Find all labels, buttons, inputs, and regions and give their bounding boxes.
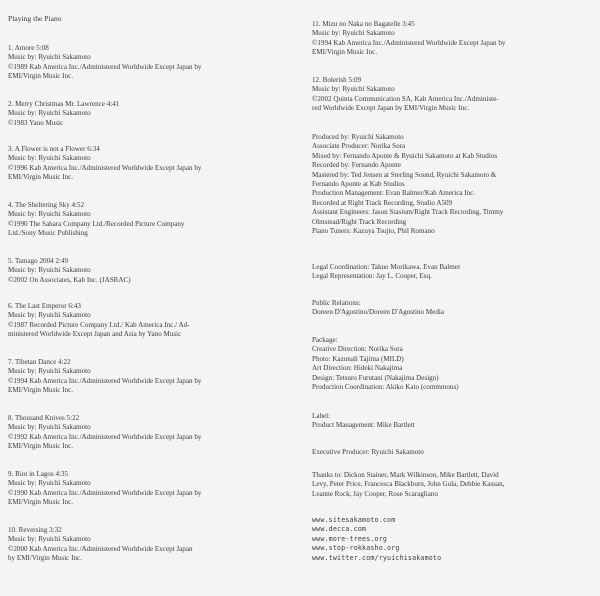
- credit-line: Production Coordination: Akiko Kato (commmons): [312, 383, 459, 392]
- track-entry: [8, 100, 293, 128]
- credit-line: Photo: Kazunali Tajima (MILD): [312, 354, 404, 363]
- track-title: 10. Reversing 3:32: [8, 526, 62, 534]
- legal-credits: [312, 263, 594, 282]
- credit-line: Associate Producer: Norika Sora: [312, 142, 406, 151]
- track-music-credit: Music by: Ryuichi Sakamoto: [8, 479, 91, 488]
- track-music-credit: Music by: Ryuichi Sakamoto: [8, 154, 91, 163]
- thanks-line: Levy, Peter Price, Francesca Blackburn, John Gula, Debbie Kassan,: [312, 480, 505, 489]
- track-copyright-line: ©1994 Kab America Inc./Administered Worldwide Except Japan by: [8, 376, 202, 385]
- thanks-line: Thanks to: Dickon Stainer, Mark Wilkinson, Mike Bartlett, David: [312, 471, 499, 479]
- credit-line: Production Management: Evan Balmer/Kab America Inc.: [312, 189, 476, 198]
- track-copyright-line: Ltd./Sony Music Publishing: [8, 229, 88, 238]
- track-copyright-line: EMI/Virgin Music Inc.: [8, 442, 74, 451]
- track-copyright-line: ©1987 Recorded Picture Company Ltd./ Kab America Inc./ Ad-: [8, 320, 190, 329]
- credit-line: Olmstead/Right Track Recording: [312, 217, 407, 226]
- credit-line: Doreen D'Agostino/Doreen D'Agostino Media: [312, 308, 444, 317]
- credit-line: Art Direction: Hideki Nakajima: [312, 364, 403, 373]
- track-entry: [8, 526, 293, 564]
- website-links: [312, 516, 594, 563]
- track-music-credit: Music by: Ryuichi Sakamoto: [8, 535, 91, 544]
- credit-line: Produced by: Ryuichi Sakamoto: [312, 133, 404, 141]
- track-copyright-line: ©1990 Kab America Inc./Administered Worldwide Except Japan by: [8, 488, 202, 497]
- credit-line: Recorded at Right Track Recording, Studio A509: [312, 198, 453, 207]
- track-copyright-line: ©1992 Kab America Inc./Administered Worldwide Except Japan by: [8, 432, 202, 441]
- track-title: 4. The Sheltering Sky 4:52: [8, 201, 85, 209]
- credit-line: Design: Tetsuro Furutani (Nakajima Design): [312, 373, 439, 382]
- public-relations-credits: [312, 299, 594, 318]
- track-entry: [8, 145, 293, 183]
- track-title: 2. Merry Christmas Mr. Lawrence 4:41: [8, 100, 120, 108]
- credit-line: Recorded by: Fernando Aponte: [312, 161, 401, 170]
- track-copyright-line: EMI/Virgin Music Inc.: [312, 48, 378, 57]
- track-copyright-line: EMI/Virgin Music Inc.: [8, 498, 74, 507]
- track-copyright-line: red Worldwide Except Japan by EMI/Virgin Music Inc.: [312, 104, 470, 113]
- track-entry: [8, 414, 293, 452]
- credit-line: Assistant Engineers: Jason Stasium/Right Track Recording, Timmy: [312, 208, 504, 217]
- website-link[interactable]: www.more-trees.org: [312, 534, 388, 543]
- track-entry: [312, 20, 594, 58]
- credit-line: Fernando Aponte at Kab Studios: [312, 180, 405, 189]
- track-copyright-line: EMI/Virgin Music Inc.: [8, 386, 74, 395]
- thanks-line: Leanne Rock, Jay Cooper, Rose Scaragliano: [312, 489, 438, 498]
- production-credits: [312, 133, 594, 236]
- credit-line: Executive Producer: Ryuichi Sakamoto: [312, 448, 424, 456]
- credit-line: Public Relations:: [312, 299, 361, 307]
- track-music-credit: Music by: Ryuichi Sakamoto: [8, 53, 91, 62]
- track-copyright-line: EMI/Virgin Music Inc.: [8, 173, 74, 182]
- credit-line: Mastered by: Ted Jensen at Sterling Sound, Ryuichi Sakamoto &: [312, 170, 497, 179]
- credit-line: Piano Tuners: Kazuya Tsujio, Phil Romano: [312, 227, 435, 236]
- track-music-credit: Music by: Ryuichi Sakamoto: [8, 367, 91, 376]
- track-copyright-line: ministered Worldwide Except Japan and Asia by Yano Music: [8, 330, 182, 339]
- track-entry: [312, 76, 594, 114]
- track-music-credit: Music by: Ryuichi Sakamoto: [8, 423, 91, 432]
- album-heading: Playing the Piano: [8, 14, 62, 23]
- executive-credit: [312, 448, 594, 457]
- track-title: 6. The Last Emperor 6:43: [8, 302, 81, 310]
- website-link[interactable]: www.sitesakamoto.com: [312, 516, 396, 524]
- track-entry: [8, 470, 293, 508]
- package-credits: [312, 336, 594, 392]
- track-title: 8. Thousand Knives 5:22: [8, 414, 80, 422]
- credit-line: Legal Coordination: Takuo Morikawa, Evan Balmer: [312, 263, 461, 271]
- track-title: 3. A Flower is not a Flower 6:34: [8, 145, 100, 153]
- track-title: 11. Mizu no Naka no Bagatelle 3:45: [312, 20, 415, 28]
- credit-line: Creative Direction: Norika Sora: [312, 345, 403, 354]
- track-music-credit: Music by: Ryuichi Sakamoto: [312, 29, 395, 38]
- credit-line: Package:: [312, 336, 338, 344]
- track-music-credit: Music by: Ryuichi Sakamoto: [8, 210, 91, 219]
- track-copyright-line: ©2000 Kab America Inc./Administered Worldwide Except Japan: [8, 544, 193, 553]
- track-copyright-line: ©2002 Quinta Communication SA, Kab America Inc./Administe-: [312, 94, 499, 103]
- track-title: 9. Riot in Lagos 4:35: [8, 470, 69, 478]
- credit-line: Mixed by: Fernando Aponte & Ryuichi Sakamoto at Kab Studios: [312, 151, 498, 160]
- track-entry: [8, 201, 293, 239]
- track-copyright-line: ©2002 On Associates, Kab Inc. (JASRAC): [8, 275, 131, 284]
- track-title: 12. Bolerish 5:09: [312, 76, 362, 84]
- track-music-credit: Music by: Ryuichi Sakamoto: [312, 85, 395, 94]
- track-entry: [8, 302, 293, 340]
- track-entry: [8, 44, 293, 82]
- website-link[interactable]: www.twitter.com/ryuichisakamoto: [312, 553, 442, 562]
- track-music-credit: Music by: Ryuichi Sakamoto: [8, 266, 91, 275]
- track-copyright-line: ©1996 Kab America Inc./Administered Worldwide Except Japan by: [8, 163, 202, 172]
- website-link[interactable]: www.decca.com: [312, 525, 367, 534]
- credit-line: Product Management: Mike Bartlett: [312, 421, 415, 430]
- track-copyright-line: ©1990 The Sahara Company Ltd./Recorded Picture Company: [8, 219, 185, 228]
- label-credits: [312, 412, 594, 431]
- track-music-credit: Music by: Ryuichi Sakamoto: [8, 109, 91, 118]
- track-copyright-line: ©1983 Yano Music: [8, 118, 64, 127]
- track-copyright-line: by EMI/Virgin Music Inc.: [8, 554, 82, 563]
- credit-line: Legal Representation: Jay L. Cooper, Esq.: [312, 272, 432, 281]
- track-copyright-line: EMI/Virgin Music Inc.: [8, 72, 74, 81]
- track-music-credit: Music by: Ryuichi Sakamoto: [8, 311, 91, 320]
- track-title: 5. Tamago 2004 2:49: [8, 257, 69, 265]
- track-title: 7. Tibetan Dance 4:22: [8, 358, 71, 366]
- thanks-section: [312, 471, 594, 499]
- track-entry: [8, 358, 293, 396]
- track-entry: [8, 257, 293, 285]
- track-title: 1. Amore 5:08: [8, 44, 49, 52]
- website-link[interactable]: www.stop-rokkasho.org: [312, 544, 400, 553]
- track-copyright-line: ©1989 Kab America Inc./Administered Worldwide Except Japan by: [8, 62, 202, 71]
- track-copyright-line: ©1994 Kab America Inc./Administered Worldwide Except Japan by: [312, 38, 506, 47]
- credit-line: Label:: [312, 412, 331, 420]
